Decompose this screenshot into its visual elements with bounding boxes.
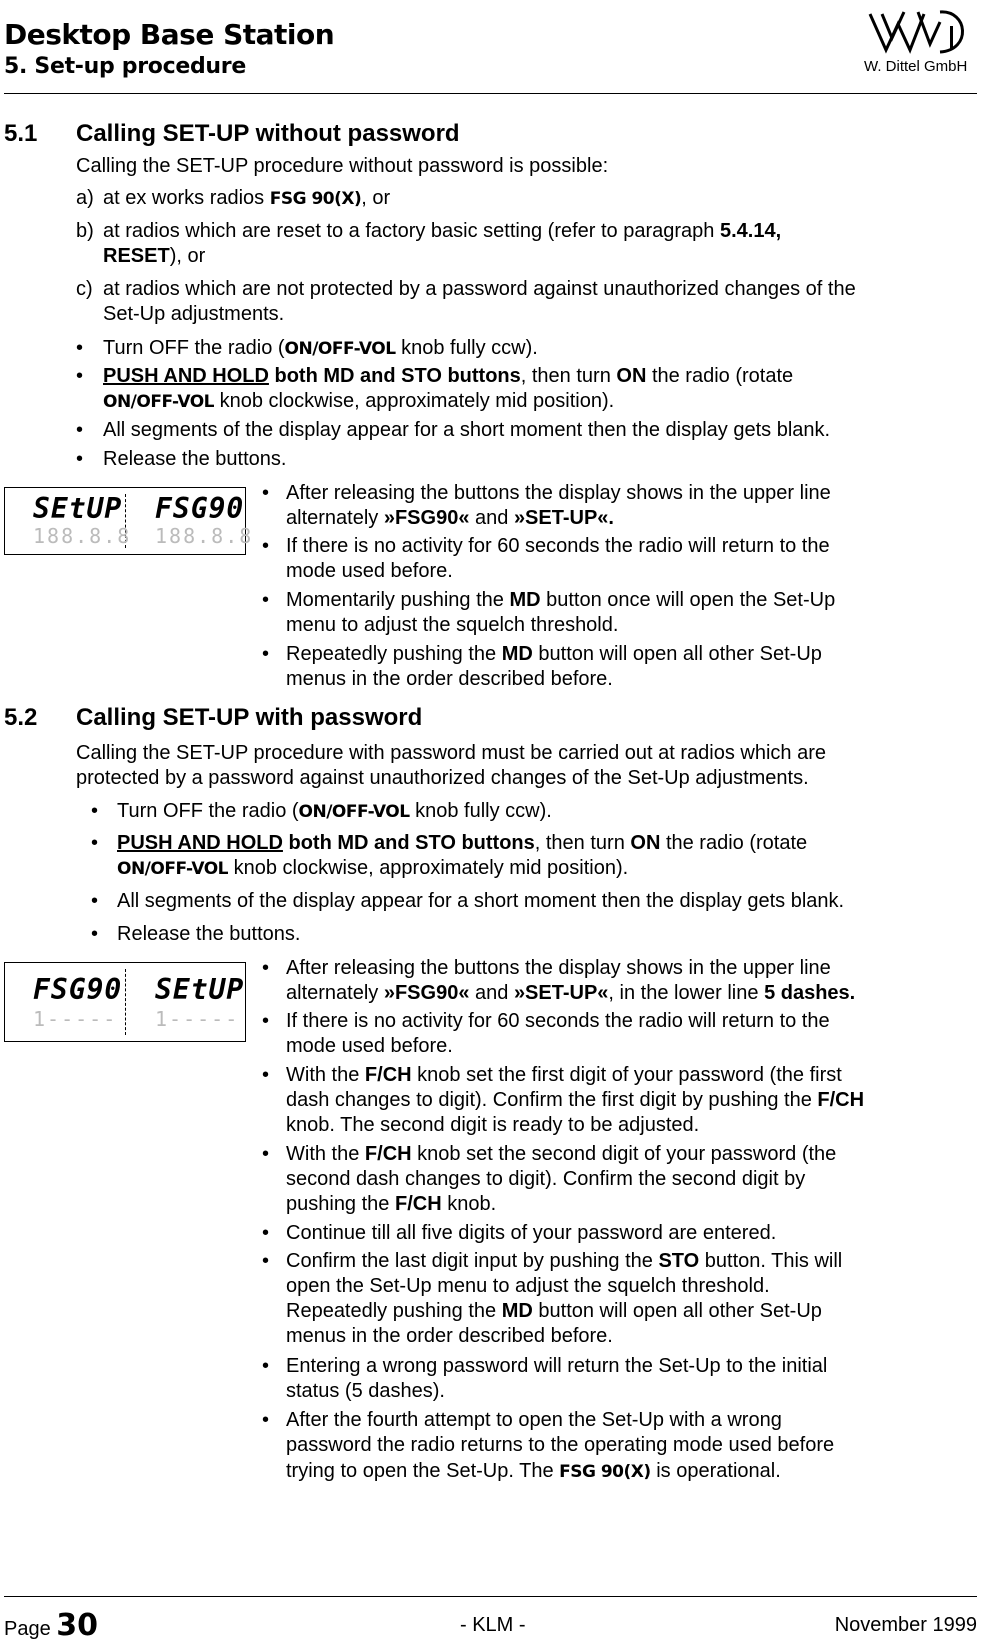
list-item-continued: knob. The second digit is ready to be adjusted. — [286, 1114, 700, 1136]
bullet-icon: • — [76, 419, 84, 441]
lcd-right-main: FSG90 — [155, 492, 245, 525]
section-title: Calling SET-UP with password — [76, 704, 423, 731]
bullet-icon: • — [91, 890, 99, 912]
paragraph: Calling the SET-UP procedure with password must be carried out at radios which are — [76, 742, 826, 764]
list-item-continued: RESET), or — [103, 245, 206, 267]
bullet-icon: • — [91, 832, 99, 854]
paragraph: Calling the SET-UP procedure without password is possible: — [76, 155, 609, 177]
list-item: If there is no activity for 60 seconds the radio will return to the — [286, 535, 830, 557]
list-item-continued: status (5 dashes). — [286, 1380, 445, 1402]
list-item: If there is no activity for 60 seconds the radio will return to the — [286, 1010, 830, 1032]
bullet-icon: • — [76, 365, 84, 387]
list-item: With the F/CH knob set the first digit of your password (the first — [286, 1064, 842, 1086]
list-item: Release the buttons. — [117, 923, 301, 945]
bullet-icon: • — [262, 589, 270, 611]
list-item: Turn OFF the radio (ON/OFF-VOL knob fully ccw). — [117, 800, 552, 822]
list-item-continued: menu to adjust the squelch threshold. — [286, 614, 619, 636]
list-item: Entering a wrong password will return the Set-Up to the initial — [286, 1355, 828, 1377]
list-item-continued: ON/OFF-VOL knob clockwise, approximately mid position). — [103, 390, 615, 412]
bullet-icon: • — [91, 923, 99, 945]
lcd-display-figure — [4, 487, 254, 555]
footer-center: - KLM - — [460, 1614, 526, 1636]
footer-rule — [4, 1596, 977, 1597]
lcd-left-sub: 188.8.8 — [33, 524, 132, 548]
list-item: Confirm the last digit input by pushing the STO button. This will — [286, 1250, 843, 1272]
header-rule — [4, 93, 977, 94]
list-item: Continue till all five digits of your password are entered. — [286, 1222, 777, 1244]
list-item-continued: password the radio returns to the operating mode used before — [286, 1434, 835, 1456]
bullet-icon: • — [262, 957, 270, 979]
lcd-right-main: SEtUP — [155, 973, 245, 1006]
list-item: PUSH AND HOLD both MD and STO buttons, then turn ON the radio (rotate — [117, 832, 808, 854]
list-item-continued: ON/OFF-VOL knob clockwise, approximately mid position). — [117, 857, 629, 879]
section-title: Calling SET-UP without password — [76, 120, 460, 147]
list-item: All segments of the display appear for a short moment then the display gets blank. — [103, 419, 831, 441]
section-number: 5.1 — [4, 120, 38, 147]
list-item-continued: trying to open the Set-Up. The FSG 90(X) is operational. — [286, 1460, 781, 1482]
bullet-icon: • — [91, 800, 99, 822]
list-item: After releasing the buttons the display shows in the upper line — [286, 957, 831, 979]
list-item: PUSH AND HOLD both MD and STO buttons, then turn ON the radio (rotate — [103, 365, 794, 387]
page-number: Page 30 — [4, 1608, 99, 1643]
lcd-right-sub: 1----- — [155, 1007, 240, 1031]
list-item: All segments of the display appear for a short moment then the display gets blank. — [117, 890, 845, 912]
list-item: After releasing the buttons the display shows in the upper line — [286, 482, 831, 504]
list-label: a) — [76, 187, 94, 209]
list-item-continued: open the Set-Up menu to adjust the squelch threshold. — [286, 1275, 770, 1297]
list-item-continued: mode used before. — [286, 560, 453, 582]
list-item: at radios which are reset to a factory basic setting (refer to paragraph 5.4.14, — [103, 220, 782, 242]
list-item-continued: menus in the order described before. — [286, 668, 613, 690]
header-subtitle: 5. Set-up procedure — [4, 54, 246, 79]
list-item-continued: menus in the order described before. — [286, 1325, 613, 1347]
list-label: b) — [76, 220, 94, 242]
list-item: Release the buttons. — [103, 448, 287, 470]
bullet-icon: • — [262, 643, 270, 665]
bullet-icon: • — [262, 1010, 270, 1032]
list-item: After the fourth attempt to open the Set-Up with a wrong — [286, 1409, 782, 1431]
lcd-left-main: SEtUP — [33, 492, 123, 525]
footer-date: November 1999 — [834, 1614, 977, 1636]
list-item: at radios which are not protected by a password against unauthorized changes of the — [103, 278, 856, 300]
section-number: 5.2 — [4, 704, 38, 731]
list-item-continued: Set-Up adjustments. — [103, 303, 285, 325]
list-label: c) — [76, 278, 93, 300]
list-item-continued: Repeatedly pushing the MD button will open all other Set-Up — [286, 1300, 822, 1322]
list-item: Turn OFF the radio (ON/OFF-VOL knob fully ccw). — [103, 337, 538, 359]
company-logo — [858, 0, 978, 82]
bullet-icon: • — [262, 482, 270, 504]
list-item-continued: pushing the F/CH knob. — [286, 1193, 497, 1215]
lcd-right-sub: 188.8.8 — [155, 524, 254, 548]
list-item-continued: second dash changes to digit). Confirm the second digit by — [286, 1168, 806, 1190]
bullet-icon: • — [76, 337, 84, 359]
list-item: at ex works radios FSG 90(X), or — [103, 187, 391, 209]
list-item-continued: mode used before. — [286, 1035, 453, 1057]
list-item-continued: alternately »FSG90« and »SET-UP«, in the lower line 5 dashes. — [286, 982, 856, 1004]
list-item: Momentarily pushing the MD button once will open the Set-Up — [286, 589, 836, 611]
lcd-display-figure — [4, 962, 246, 1042]
bullet-icon: • — [262, 1250, 270, 1272]
bullet-icon: • — [262, 535, 270, 557]
bullet-icon: • — [262, 1355, 270, 1377]
list-item-continued: alternately »FSG90« and »SET-UP«. — [286, 507, 614, 529]
list-item-continued: dash changes to digit). Confirm the first digit by pushing the F/CH — [286, 1089, 865, 1111]
bullet-icon: • — [262, 1143, 270, 1165]
bullet-icon: • — [262, 1064, 270, 1086]
header-title: Desktop Base Station — [4, 18, 335, 51]
list-item: Repeatedly pushing the MD button will open all other Set-Up — [286, 643, 822, 665]
bullet-icon: • — [76, 448, 84, 470]
lcd-left-sub: 1----- — [33, 1007, 118, 1031]
bullet-icon: • — [262, 1409, 270, 1431]
list-item: With the F/CH knob set the second digit of your password (the — [286, 1143, 837, 1165]
lcd-left-main: FSG90 — [33, 973, 123, 1006]
paragraph-continued: protected by a password against unauthorized changes of the Set-Up adjustments. — [76, 767, 809, 789]
logo-text: W. Dittel GmbH — [864, 58, 968, 75]
bullet-icon: • — [262, 1222, 270, 1244]
